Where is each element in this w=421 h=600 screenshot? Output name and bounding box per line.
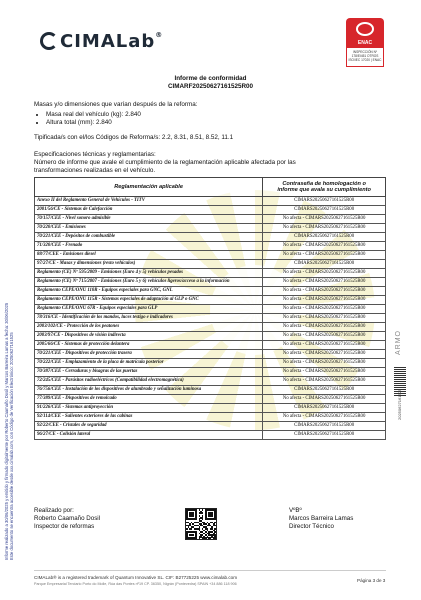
regulation-cell: Anexo II del Reglamento General de Vehículos - TITV — [35, 197, 263, 206]
enac-seal — [346, 18, 384, 68]
signature-left — [34, 507, 100, 531]
spec-text-1: Número de informe que avale el cumplimiento de la reglamentación aplicable afectada por las — [34, 159, 296, 166]
regulation-cell: 77/389/CEE - Dispositivos de remolcado — [35, 395, 263, 404]
regulation-cell: Reglamento CEPE/ONU 115R - Sistemas especiales de adaptación al GLP o GNC — [35, 296, 263, 305]
signer-name: Marcos Barreira Lamas — [289, 515, 354, 522]
regulation-cell: 78/316/CE - Identificación de los mandos, luces testigo e indicadores — [35, 314, 263, 323]
regulation-cell: 2001/56/CE - Sistemas de Calefacción — [35, 206, 263, 215]
logo-c-icon — [40, 32, 58, 50]
table-row — [35, 395, 386, 404]
reform-codes: Tipificada/s con el/los Códigos de Reforma/s: 2.2, 8.31, 8.51, 8.52, 11.1 — [34, 134, 234, 141]
reference-cell: No afecta - CIMARS20250627161525R00 — [263, 395, 386, 404]
armo-label: ARMO — [395, 330, 402, 355]
regulation-cell: 76/756/CEE - Instalación de los dispositivos de alumbrado y señalización luminosa — [35, 386, 263, 395]
signature-label: Realizado por: — [34, 507, 74, 514]
report-title — [0, 75, 421, 91]
page-number: Página 3 de 3 — [357, 578, 386, 583]
reference-cell: No afecta - CIMARS20250627161525R00 — [263, 287, 386, 296]
title-line-1: Informe de conformidad — [174, 75, 247, 82]
reference-cell: No afecta - CIMARS20250627161525R00 — [263, 305, 386, 314]
table-row — [35, 242, 386, 251]
regulation-cell: 71/320/CEE - Frenado — [35, 242, 263, 251]
regulations-table — [34, 177, 386, 440]
regulation-cell: 2003/97/CE - Dispositivos de visión indirecta — [35, 332, 263, 341]
reference-cell: CIMARS20250627161525R00 — [263, 233, 386, 242]
regulation-cell: Reglamento CEPE/ONU 67R - Equipos especiales para GLP — [35, 305, 263, 314]
table-row — [35, 296, 386, 305]
reference-cell: No afecta - CIMARS20250627161525R00 — [263, 323, 386, 332]
table-row — [35, 224, 386, 233]
report-number: CIMARF20250627161525R00 — [167, 83, 254, 90]
reference-cell: No afecta - CIMARS20250627161525R00 — [263, 377, 386, 386]
reference-cell: No afecta - CIMARS20250627161525R00 — [263, 413, 386, 422]
regulation-cell: Reglamento CEPE/ONU 110R - Equipos especiales para GNC, GNL — [35, 287, 263, 296]
table-row — [35, 359, 386, 368]
reference-cell: No afecta - CIMARS20250627161525R00 — [263, 242, 386, 251]
table-body — [35, 197, 386, 440]
regulation-cell: 72/245/CEE - Parásitos radioeléctricos (Compatibilidad electromagnética) — [35, 377, 263, 386]
table-row — [35, 260, 386, 269]
column-header-reference-line-1: Contraseña de homologación o — [282, 181, 366, 187]
regulation-cell: 2003/102/CE - Protección de los peatones — [35, 323, 263, 332]
table-row — [35, 251, 386, 260]
reference-cell: No afecta - CIMARS20250627161525R00 — [263, 224, 386, 233]
reference-cell: No afecta - CIMARS20250627161525R00 — [263, 251, 386, 260]
reference-cell: CIMARS20250627161525R00 — [263, 422, 386, 431]
table-row — [35, 314, 386, 323]
qr-code[interactable] — [185, 508, 217, 540]
signer-name: Roberto Caamaño Dosil — [34, 515, 101, 522]
spec-title: Especificaciones técnicas y reglamentarias: — [34, 151, 156, 158]
logo-text: CIMALab® — [60, 30, 164, 52]
regulation-cell: Reglamento (CE) Nº 595/2009 - Emisiones (Euro 4 y 5) vehículos pesados — [35, 269, 263, 278]
regulation-cell: 70/387/CEE - Cerraduras y bisagras de las puertas — [35, 368, 263, 377]
reference-cell: CIMARS20250627161525R00 — [263, 431, 386, 440]
regulation-cell: 91/226/CEE - Sistemas antiproyección — [35, 404, 263, 413]
list-item: • Masa real del vehículo (kg): 2.840 — [46, 111, 141, 119]
column-header-reference-line-2: informe que avala su cumplimiento — [277, 187, 371, 193]
table-row — [35, 287, 386, 296]
signer-role: Inspector de reformas — [34, 523, 95, 530]
regulation-cell: 70/221/CEE - Depósitos de combustible — [35, 233, 263, 242]
enac-label: ENAC — [346, 40, 384, 47]
table-row — [35, 350, 386, 359]
list-item: • Altura total (mm): 2.840 — [46, 119, 141, 127]
table-row — [35, 341, 386, 350]
signature-right — [289, 507, 353, 531]
table-row — [35, 368, 386, 377]
side-text-line-1: Informe realizado a 30/06/2025 y emitido y firmado digitalmente por Roberto Caamaño Dosil y Marcos Barreira Lamas a fecha: 30/06/2025 — [4, 302, 9, 560]
reference-cell: CIMARS20250627161525R00 — [263, 206, 386, 215]
regulation-cell: 97/27/CE - Masas y dimensiones (resto vehículos) — [35, 260, 263, 269]
table-row — [35, 305, 386, 314]
table-row — [35, 422, 386, 431]
regulation-cell: 96/27/CE - Colisión lateral — [35, 431, 263, 440]
verification-code: 20250627161525 — [397, 388, 402, 420]
reference-cell: No afecta - CIMARS20250627161525R00 — [263, 314, 386, 323]
column-header-reference — [263, 178, 386, 197]
regulation-cell: 88/77/CEE - Emisiones diesel — [35, 251, 263, 260]
enac-accreditation: INSPECCIÓN Nº 178/EI451 OTROS ISO/IEC 17020 | ENAC — [346, 47, 384, 67]
regulation-cell: 92/114/CEE - Salientes exteriores de las cabinas — [35, 413, 263, 422]
column-header-regulation: Reglamentación aplicable — [35, 178, 263, 197]
reference-cell: No afecta - CIMARS20250627161525R00 — [263, 350, 386, 359]
regulation-cell: Reglamento (CE) Nº 715/2007 - Emisiones (Euro 5 y 6) vehículos ligeros/acceso a la información — [35, 278, 263, 287]
regulation-cell: 70/220/CEE - Emisiones — [35, 224, 263, 233]
regulation-cell: 92/22/CEE - Cristales de seguridad — [35, 422, 263, 431]
reference-cell: No afecta - CIMARS20250627161525R00 — [263, 296, 386, 305]
table-row — [35, 377, 386, 386]
reference-cell: CIMARS20250627161525R00 — [263, 386, 386, 395]
mass-list — [34, 111, 141, 127]
table-row — [35, 404, 386, 413]
spec-text-2: transformaciones realizadas en el vehículo. — [34, 167, 156, 174]
table-row — [35, 332, 386, 341]
reference-cell: No afecta - CIMARS20250627161525R00 — [263, 215, 386, 224]
side-verification-text — [4, 160, 14, 560]
table-row — [35, 278, 386, 287]
table-row — [35, 269, 386, 278]
regulation-cell: 2005/66/CE - Sistemas de protección delantera — [35, 341, 263, 350]
reference-cell: No afecta - CIMARS20250627161525R00 — [263, 341, 386, 350]
enac-logo-icon — [346, 18, 384, 40]
reference-cell: CIMARS20250627161525R00 — [263, 197, 386, 206]
table-row — [35, 413, 386, 422]
table-row — [35, 197, 386, 206]
footer-trademark: CIMALab® is a registered trademark of Quantum Innovative SL. CIF: B27725225 www.cimalab.com — [34, 575, 238, 580]
footer-address: Parque Empresarial Terciario Porto do Molle, Rúa das Pontes nº19 CP. 36350, Nigrán (Pontevedra) SPAIN +34 886 118 906 — [34, 582, 237, 586]
reference-cell: CIMARS20250627161525R00 — [263, 260, 386, 269]
reference-cell: No afecta - CIMARS20250627161525R00 — [263, 278, 386, 287]
table-row — [35, 233, 386, 242]
regulation-cell: 70/221/CEE - Dispositivos de protección trasera — [35, 350, 263, 359]
reference-cell: CIMARS20250627161525R00 — [263, 404, 386, 413]
reference-cell: No afecta - CIMARS20250627161525R00 — [263, 332, 386, 341]
regulation-cell: 70/157/CEE - Nivel sonoro admisible — [35, 215, 263, 224]
table-row — [35, 386, 386, 395]
reference-cell: No afecta - CIMARS20250627161525R00 — [263, 368, 386, 377]
table-row — [35, 215, 386, 224]
table-row — [35, 323, 386, 332]
table-row — [35, 206, 386, 215]
mass-intro: Masas y/o dimensiones que varían después de la reforma: — [34, 101, 198, 108]
reference-cell: No afecta - CIMARS20250627161525R00 — [263, 359, 386, 368]
signer-role: Director Técnico — [289, 523, 334, 530]
table-row — [35, 431, 386, 440]
regulation-cell: 70/222/CEE - Emplazamiento de la placa de matrícula posterior — [35, 359, 263, 368]
side-text-line-2: Este documento se encuentra accesible desde xxx.cimalab.com, con Código de Verificación Electrónico: 20250627161525 — [9, 332, 14, 560]
cimalab-logo — [40, 28, 163, 54]
table-header-row — [35, 178, 386, 197]
footer-divider — [34, 570, 386, 571]
signature-label: VºBº — [289, 507, 302, 514]
reference-cell: No afecta - CIMARS20250627161525R00 — [263, 269, 386, 278]
